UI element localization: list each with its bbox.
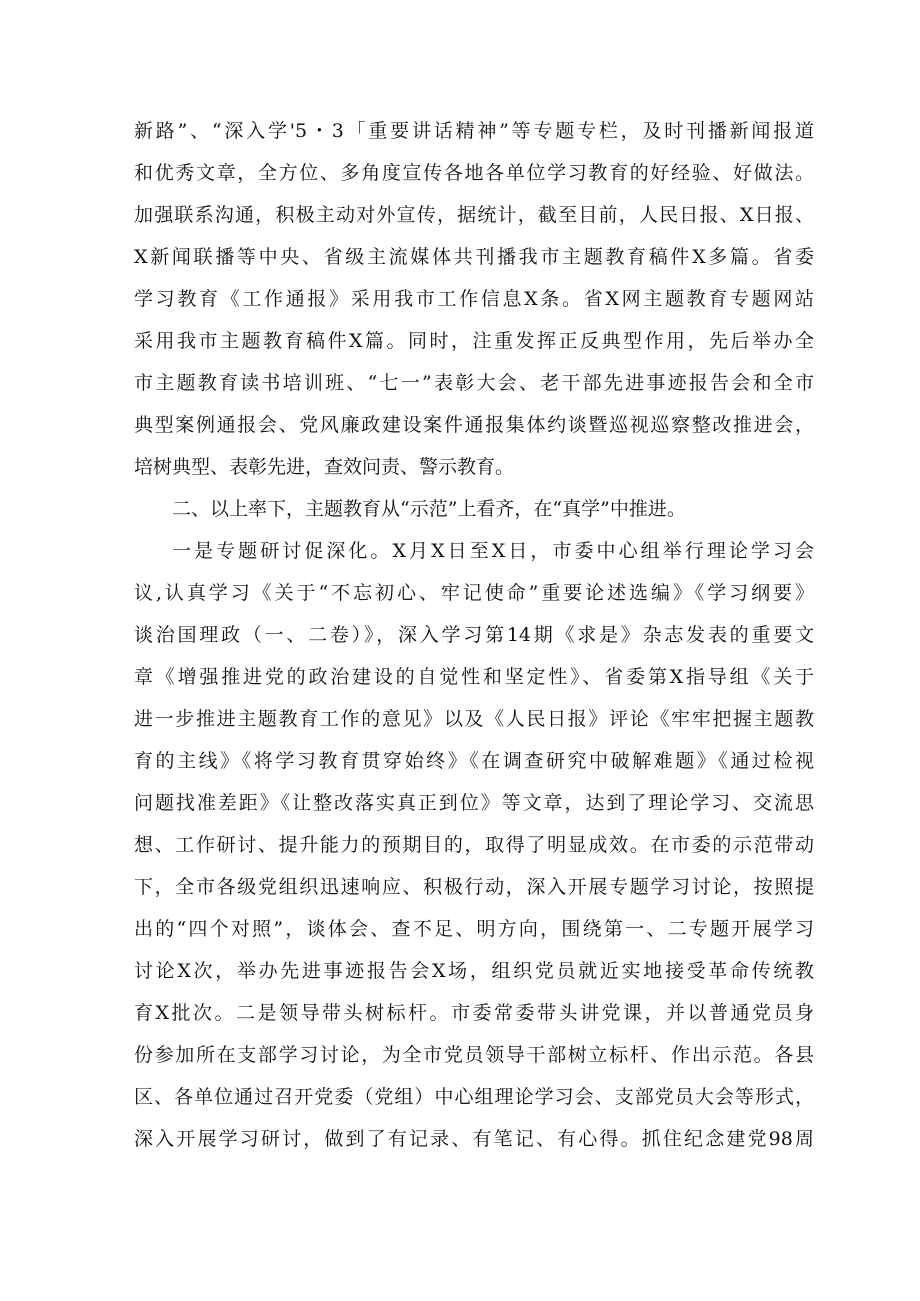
text-line: 进一步推进主题教育工作的意见》以及《人民日报》评论《牢牢把握主题教 [134,708,814,730]
text-line: 出的“四个对照”，谈体会、查不足、明方向，围绕第一、二专题开展学习 [134,918,814,940]
text-line: 份参加所在支部学习讨论，为全市党员领导干部树立标杆、作出示范。各县 [134,1044,814,1066]
text-line: 下，全市各级党组织迅速响应、积极行动，深入开展专题学习讨论，按照提 [134,876,814,898]
text-line: 深入开展学习研讨，做到了有记录、有笔记、有心得。抓住纪念建党98周 [134,1128,814,1150]
text-line: 育X批次。二是领导带头树标杆。市委常委带头讲党课，并以普通党员身 [134,1002,814,1024]
text-line: 谈治国理政（一、二卷）》，深入学习第14期《求是》杂志发表的重要文 [134,624,814,646]
text-line: 学习教育《工作通报》采用我市工作信息X条。省X网主题教育专题网站 [134,288,814,310]
text-line: 想、工作研讨、提升能力的预期目的，取得了明显成效。在市委的示范带动 [134,834,814,856]
text-line: 讨论X次，举办先进事迹报告会X场，组织党员就近实地接受革命传统教 [134,960,814,982]
text-line: 采用我市主题教育稿件X篇。同时，注重发挥正反典型作用，先后举办全 [134,330,814,352]
text-line: 市主题教育读书培训班、“七一”表彰大会、老干部先进事迹报告会和全市 [134,372,814,394]
text-line: 章《增强推进党的政治建设的自觉性和坚定性》、省委第X指导组《关于 [134,666,814,688]
text-line: 加强联系沟通，积极主动对外宣传，据统计，截至目前，人民日报、X日报、 [134,204,814,226]
text-line: 议,认真学习《关于“不忘初心、牢记使命”重要论述选编》《学习纲要》 [134,582,814,604]
text-line: 问题找准差距》《让整改落实真正到位》等文章，达到了理论学习、交流思 [134,792,814,814]
text-line: 育的主线》《将学习教育贯穿始终》《在调查研究中破解难题》《通过检视 [134,750,814,772]
text-line: 和优秀文章，全方位、多角度宣传各地各单位学习教育的好经验、好做法。 [134,162,814,184]
text-line: 典型案例通报会、党风廉政建设案件通报集体约谈暨巡视巡察整改推进会， [134,414,814,436]
text-line: X新闻联播等中央、省级主流媒体共刊播我市主题教育稿件X多篇。省委 [134,246,814,268]
text-line: 新路”、“深入学'5・3「重要讲话精神”等专题专栏，及时刊播新闻报道 [134,120,814,142]
text-line: 区、各单位通过召开党委（党组）中心组理论学习会、支部党员大会等形式， [134,1086,814,1108]
text-line: 一是专题研讨促深化。X月X日至X日，市委中心组举行理论学习会 [172,540,814,562]
section-heading: 二、以上率下，主题教育从“示范”上看齐，在“真学”中推进。 [172,498,686,520]
body-text [134,110,814,1160]
text-line: 培树典型、表彰先进，查效问责、警示教育。 [134,456,515,478]
